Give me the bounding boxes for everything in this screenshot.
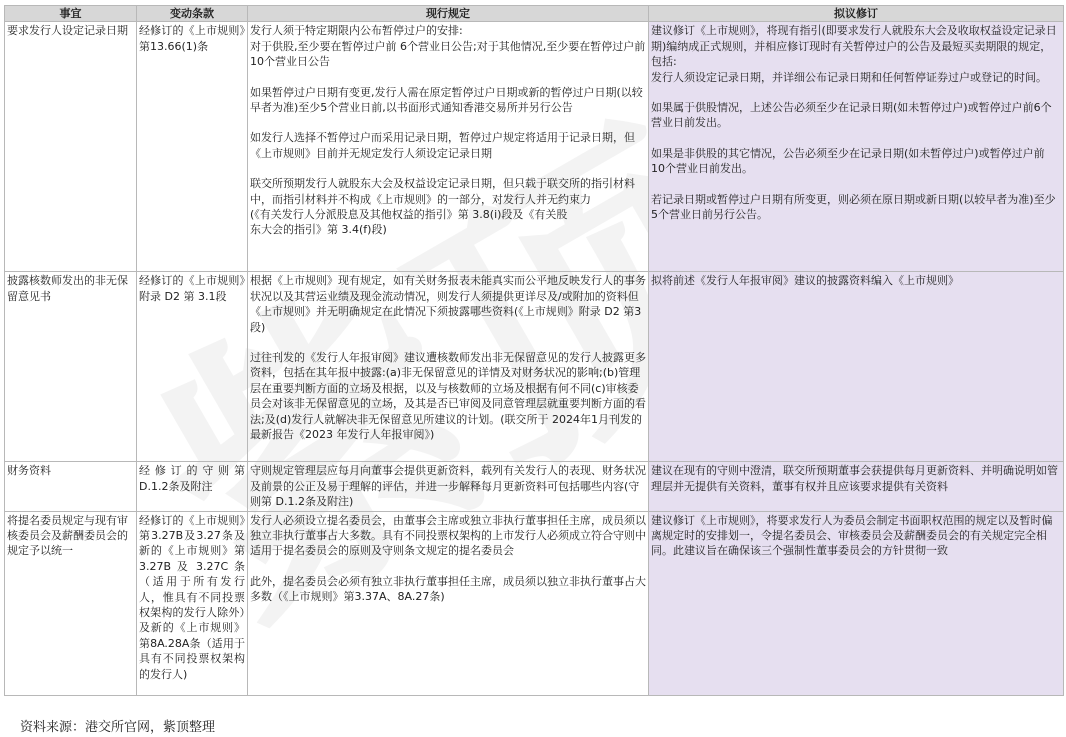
current-paragraph: 守则规定管理层应每月向董事会提供更新资料，载列有关发行人的表现、财务状况及前景的公正及易于理解的评估，并进一步解释每月更新资料可包括哪些内容(守则第 D.1.2条及附注) (250, 464, 646, 509)
row-clause: 经修订的《上市规则》第13.66(1)条 (137, 22, 248, 272)
proposed-paragraph: 建议修订《上市规则》，将要求发行人为委员会制定书面职权范围的规定以及暂时偏离规定时的安排划一，令提名委员会、审核委员会及薪酬委员会的有关规定完全相同。此建议旨在确保该三个强制性董事委员会的方针贯彻一致 (651, 513, 1053, 558)
current-paragraph: 过往刊发的《发行人年报审阅》建议遭核数师发出非无保留意见的发行人披露更多资料，包括在其年报中披露:(a)非无保留意见的详情及对财务状况的影响;(b)管理层在重要判断方面的立场及根据，以及与核数师的立场及根据有何不同(c)审核委员会对该非无保留意见的立场，及其是否已审阅及同意管理层就重要判断方面的看法;及(d)发行人就解决非无保留意见所建议的计划。(联交所于 2024年1月刊发的最新报告《2023 年发行人年报审阅》) (250, 351, 646, 442)
current-paragraph: 此外，提名委员会必须有独立非执行董事担任主席，成员须以独立非执行董事占大多数（《上市规则》第3.37A、8A.27条) (250, 574, 646, 604)
row-current (248, 462, 649, 511)
current-paragraph: (《有关发行人分派股息及其他权益的指引》第 3.8(i)段及《有关股 (250, 208, 568, 222)
row-clause: 经修订的《上市规则》附录 D2 第 3.1段 (137, 272, 248, 462)
current-paragraph: 发行人必须设立提名委员会，由董事会主席或独立非执行董事担任主席，成员须以独立非执行董事占大多数。具有不同投票权架构的上市发行人必须成立符合守则中适用于提名委员会的原则及守则条文规定的提名委员会 (250, 513, 646, 558)
row-current (248, 22, 649, 272)
proposed-paragraph: 发行人须设定记录日期，并详细公布记录日期和任何暂停证券过户或登记的时间。 (651, 70, 1047, 84)
row-matter: 披露核数师发出的非无保留意见书 (5, 272, 137, 462)
row-clause: 经修订的《上市规则》第3.27B及3.27条及新的《上市规则》第 3.27B 及 3.27C 条（适用于所有发行人，惟具有不同投票权架构的发行人除外）及新的《上市规则》第8A.28A条（适用于具有不同投票权架构的发行人) (137, 511, 248, 695)
proposed-paragraph: 如果是非供股的其它情况，公告必须至少在记录日期(如未暂停过户)或暂停过户前 10个营业日前发出。 (651, 146, 1045, 176)
row-matter: 财务资料 (5, 462, 137, 511)
proposed-paragraph: 如果属于供股情况，上述公告必须至少在记录日期(如未暂停过户)或暂停过户前6个营业日前发出。 (651, 101, 1052, 130)
proposed-paragraph: 建议在现有的守则中澄清，联交所预期董事会获提供每月更新资料、并明确说明如管理层并无提供有关资料，董事有权并且应该要求提供有关资料 (651, 464, 1058, 493)
row-proposed (649, 462, 1064, 511)
rules-comparison-table (4, 5, 1064, 696)
row-clause: 经修订的守则第 D.1.2条及附注 (137, 462, 248, 511)
current-paragraph: 如果暂停过户日期有变更,发行人需在原定暂停过户日期或新的暂停过户日期(以较早者为准)至少5个营业日前,以书面形式通知香港交易所并另行公告 (250, 85, 643, 115)
current-paragraph: 联交所预期发行人就股东大会及权益设定记录日期，但只载于联交所的指引材料中，而指引材料并不构成《上市规则》的一部分，对发行人并无约束力 (250, 177, 635, 206)
proposed-paragraph: 建议修订《上市规则》，将现有指引(即要求发行人就股东大会及收取权益设定记录日期)编纳成正式规则，并相应修订现时有关暂停过户的公告及最短买卖期限的规定，包括: (651, 24, 1057, 69)
row-proposed (649, 511, 1064, 695)
current-paragraph: 对于供股,至少要在暂停过户前 6个营业日公告;对于其他情况,至少要在暂停过户前 10个营业日公告 (250, 39, 646, 69)
proposed-paragraph: 拟将前述《发行人年报审阅》建议的披露资料编入《上市规则》 (651, 274, 959, 288)
header-proposed: 拟议修订 (649, 6, 1064, 22)
row-proposed (649, 22, 1064, 272)
table-header-row (5, 6, 1064, 22)
current-paragraph: 发行人须于特定期限内公布暂停过户的安排: (250, 24, 463, 38)
row-matter: 将提名委员规定与现有审核委员会及薪酬委员会的规定予以统一 (5, 511, 137, 695)
header-matter: 事宜 (5, 6, 137, 22)
row-matter: 要求发行人设定记录日期 (5, 22, 137, 272)
row-current (248, 511, 649, 695)
table-row (5, 511, 1064, 695)
row-proposed (649, 272, 1064, 462)
table-row (5, 462, 1064, 511)
row-current (248, 272, 649, 462)
source-note: 资料来源：港交所官网，紫顶整理 (20, 720, 216, 735)
current-paragraph: 根据《上市规则》现有规定，如有关财务报表未能真实而公平地反映发行人的事务状况以及其营运业绩及现金流动情况，则发行人须提供更详尽及/或附加的资料但《上市规则》并无明确规定在此情况下须披露哪些资料(《上市规则》附录 D2 第3段) (250, 274, 646, 334)
header-current: 现行规定 (248, 6, 649, 22)
proposed-paragraph: 若记录日期或暂停过户日期有所变更，则必须在原日期或新日期(以较早者为准)至少5个营业日前另行公告。 (651, 192, 1056, 222)
table-row (5, 22, 1064, 272)
table-row (5, 272, 1064, 462)
current-paragraph: 东大会的指引》第 3.4(f)段) (250, 223, 387, 237)
header-clause: 变动条款 (137, 6, 248, 22)
current-paragraph: 如发行人选择不暂停过户而采用记录日期，暂停过户规定将适用于记录日期，但《上市规则》目前并无规定发行人须设定记录日期 (250, 131, 635, 160)
